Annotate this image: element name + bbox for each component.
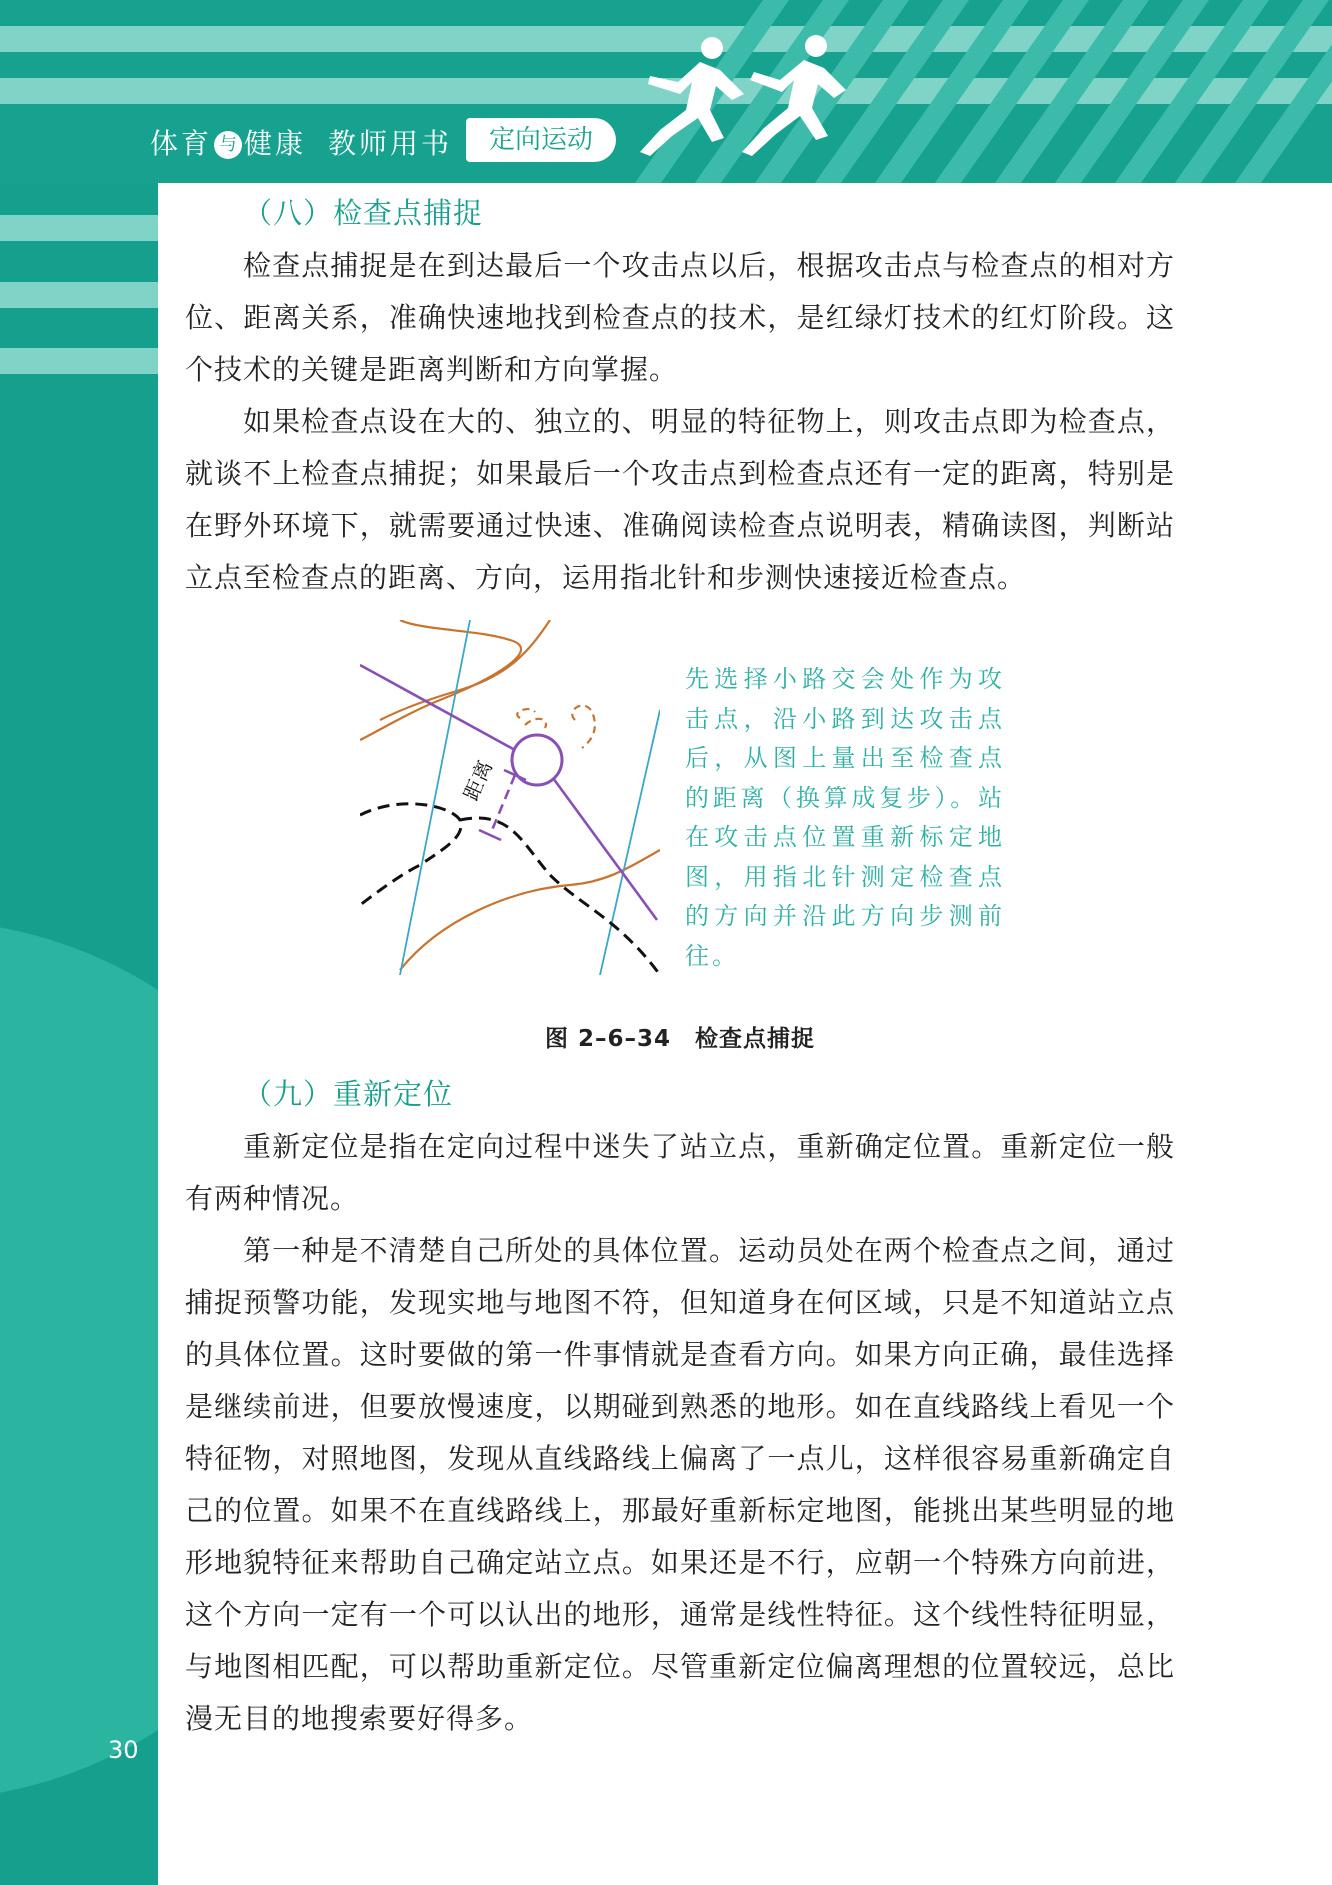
section-9-paragraph-2: 第一种是不清楚自己所处的具体位置。运动员处在两个检查点之间，通过捕捉预警功能，发现实地与地图不符，但知道身在何区域，只是不知道站立点的具体位置。这时要做的第一件事情就是查看方向。如果方向正确，最佳选择是继续前进，但要放慢速度，以期碰到熟悉的地形。如在直线路线上看见一个特征物，对照地图，发现从直线路线上偏离了一点儿，这样很容易重新确定自己的位置。如果不在直线路线上，那最好重新标定地图，能挑出某些明显的地形地貌特征来帮助自己确定站立点。如果还是不行，应朝一个特殊方向前进，这个方向一定有一个可以认出的地形，通常是线性特征。这个线性特征明显，与地图相匹配，可以帮助重新定位。尽管重新定位偏离理想的位置较远，总比漫无目的地搜索要好得多。: [185, 1234, 1175, 1735]
chapter-tag: 定向运动: [466, 118, 616, 162]
section-9-heading: （九）重新定位: [243, 1077, 454, 1111]
contour-line: [360, 620, 521, 740]
contour-depression: [517, 709, 546, 728]
yu-badge: 与: [214, 131, 242, 159]
contour-line: [400, 850, 660, 970]
page-number: 30: [108, 1736, 139, 1764]
left-decorative-band: [0, 0, 158, 1885]
figure-caption: 图 2–6–34 检查点捕捉: [544, 1026, 816, 1052]
section-8-paragraph-1: 检查点捕捉是在到达最后一个攻击点以后，根据攻击点与检查点的相对方位、距离关系，准确快速地找到检查点的技术，是红绿灯技术的红灯阶段。这个技术的关键是距离判断和方向掌握。: [185, 249, 1175, 386]
route-line-out: [553, 778, 657, 920]
contour-line: [380, 620, 550, 720]
north-line: [400, 620, 470, 975]
runner-icon-2: [720, 30, 850, 160]
distance-measure: [490, 775, 515, 835]
figure-2-6-34: [185, 620, 1175, 1015]
trail-path: [360, 804, 461, 905]
north-line: [600, 710, 660, 975]
book-title: [150, 122, 452, 162]
section-9-paragraph-1: 重新定位是指在定向过程中迷失了站立点，重新确定位置。重新定位一般有两种情况。: [185, 1130, 1175, 1215]
contour-depression: [572, 706, 595, 748]
book-title-part1: 体育: [150, 127, 213, 160]
orienteering-map-diagram: [360, 620, 660, 975]
page-header: [0, 0, 1332, 183]
book-title-part3: 教师用书: [328, 127, 453, 160]
distance-label: 距离: [458, 755, 498, 805]
figure-note: 先选择小路交会处作为攻击点，沿小路到达攻击点后，从图上量出至检查点的距离（换算成复步）。站在攻击点位置重新标定地图，用指北针测定检查点的方向并沿此方向步测前往。: [685, 665, 1005, 970]
book-title-part2: 健康: [244, 127, 307, 160]
decorative-circle: [0, 920, 158, 1800]
section-8-paragraph-2: 如果检查点设在大的、独立的、明显的特征物上，则攻击点即为检查点，就谈不上检查点捕捉；如果最后一个攻击点到检查点还有一定的距离，特别是在野外环境下，就需要通过快速、准确阅读检查点说明表，精确读图，判断站立点至检查点的距离、方向，运用指北针和步测快速接近检查点。: [185, 405, 1175, 594]
section-8-heading: （八）检查点捕捉: [243, 196, 484, 230]
main-content: [185, 190, 1175, 1745]
